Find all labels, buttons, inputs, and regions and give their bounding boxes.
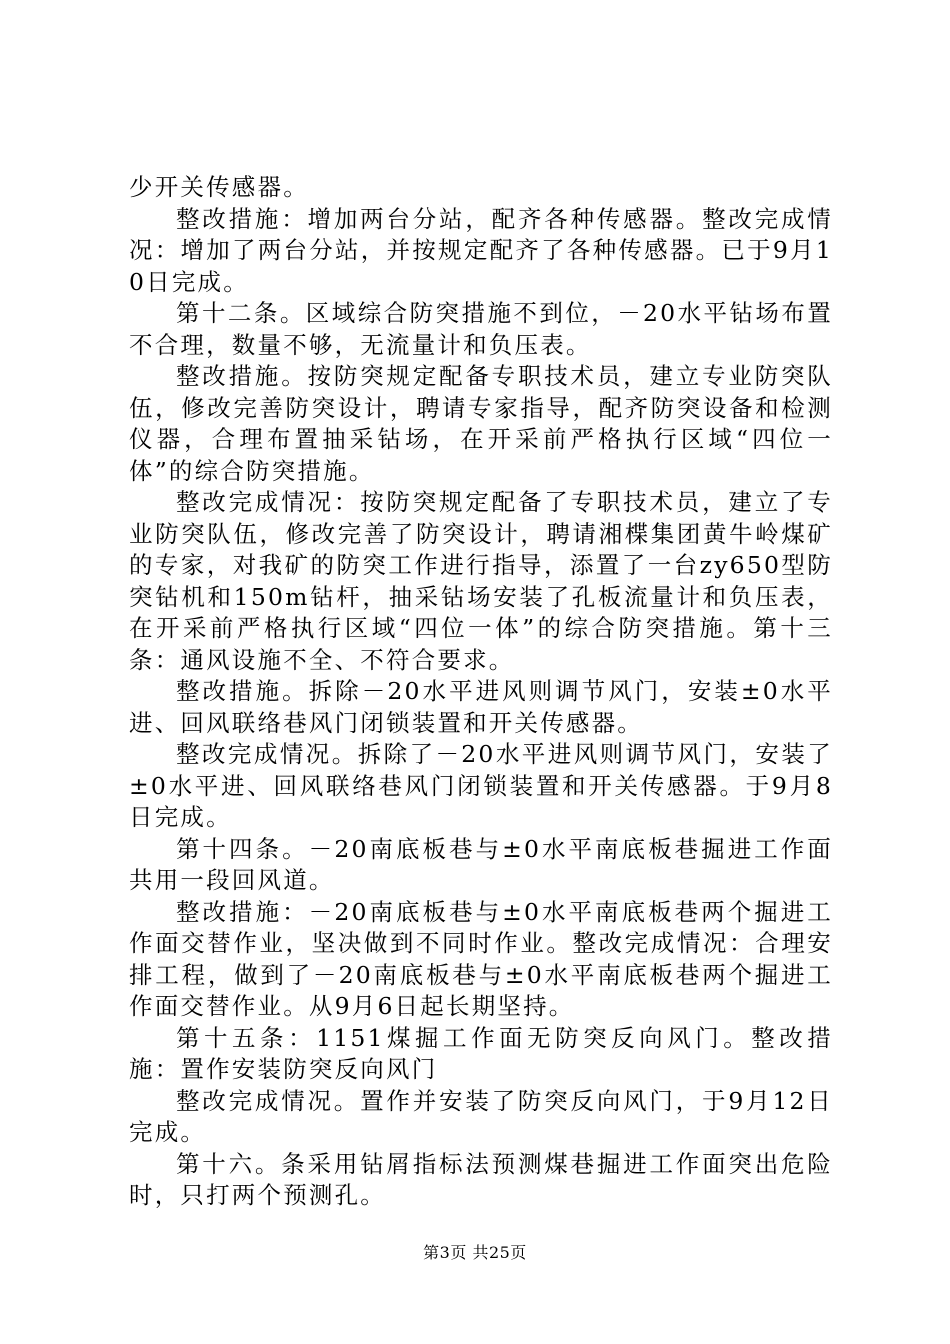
document-body: [129, 172, 833, 1212]
paragraph: 整改完成情况。置作并安装了防突反向风门，于9月12日完成。: [129, 1086, 833, 1146]
paragraph: 第十四条。－20南底板巷与±0水平南底板巷掘进工作面共用一段回风道。: [129, 834, 833, 894]
paragraph: 整改措施。拆除－20水平进风则调节风门，安装±0水平进、回风联络巷风门闭锁装置和开关传感器。: [129, 677, 833, 737]
paragraph: 整改措施：－20南底板巷与±0水平南底板巷两个掘进工作面交替作业，坚决做到不同时作业。整改完成情况：合理安排工程，做到了－20南底板巷与±0水平南底板巷两个掘进工作面交替作业。从9月6日起长期坚持。: [129, 897, 833, 1020]
paragraph: 整改措施：增加两台分站，配齐各种传感器。整改完成情况：增加了两台分站，并按规定配齐了各种传感器。已于9月10日完成。: [129, 204, 833, 296]
paragraph: 少开关传感器。: [129, 173, 309, 201]
paragraph: 整改完成情况。拆除了－20水平进风则调节风门，安装了±0水平进、回风联络巷风门闭锁装置和开关传感器。于9月8日完成。: [129, 740, 833, 831]
paragraph: 整改措施。按防突规定配备专职技术员，建立专业防突队伍，修改完善防突设计，聘请专家指导，配齐防突设备和检测仪器，合理布置抽采钻场，在开采前严格执行区域“四位一体”的综合防突措施。: [129, 362, 833, 485]
paragraph: 第十二条。区域综合防突措施不到位，－20水平钻场布置不合理，数量不够，无流量计和负压表。: [129, 299, 833, 359]
paragraph: 第十五条：1151煤掘工作面无防突反向风门。整改措施：置作安装防突反向风门: [129, 1023, 833, 1083]
paragraph: 第十六。条采用钻屑指标法预测煤巷掘进工作面突出危险时，只打两个预测孔。: [129, 1149, 833, 1209]
paragraph: 整改完成情况：按防突规定配备了专职技术员，建立了专业防突队伍，修改完善了防突设计，聘请湘楪集团黄牛岭煤矿的专家，对我矿的防突工作进行指导，添置了一台zy650型防突钻机和150m钻杆，抽采钻场安装了孔板流量计和负压表，在开采前严格执行区域“四位一体”的综合防突措施。第十三条：通风设施不全、不符合要求。: [129, 488, 833, 674]
page-number-footer: 第3页 共25页: [423, 1243, 527, 1262]
